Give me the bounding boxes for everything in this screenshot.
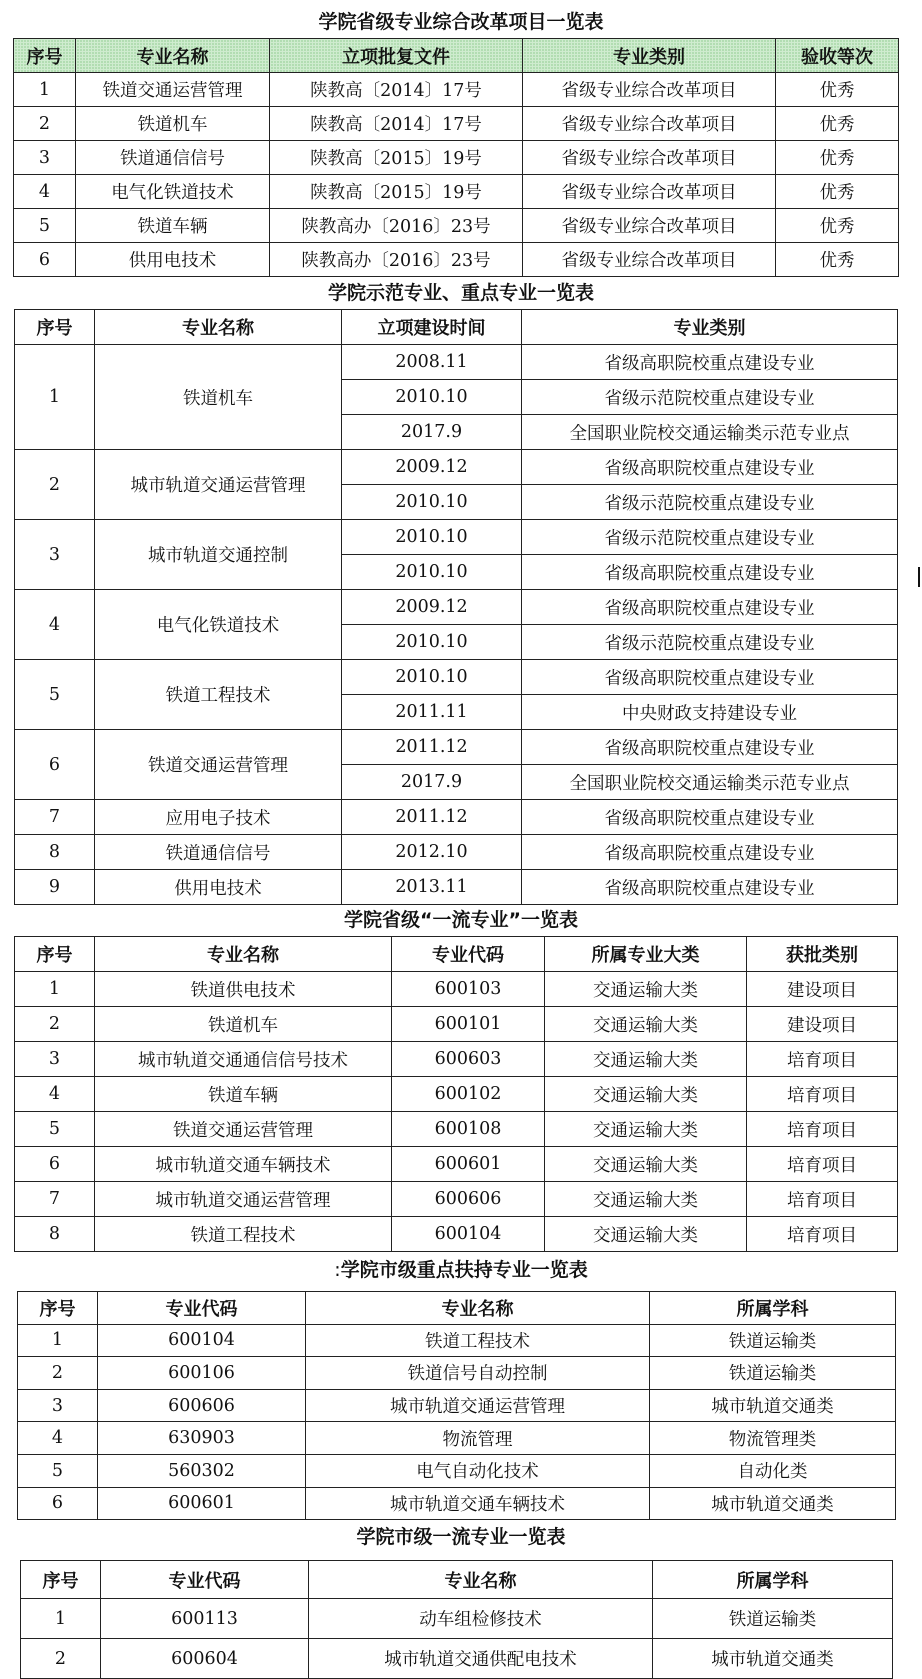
- cell: 省级高职院校重点建设专业: [522, 555, 898, 590]
- header-cell: 立项建设时间: [342, 310, 522, 345]
- table-row: [15, 835, 898, 870]
- cell: 8: [15, 1217, 95, 1252]
- header-cell: 专业类别: [522, 310, 898, 345]
- table-row: [15, 345, 898, 380]
- cell: 4: [14, 175, 76, 209]
- cell: 城市轨道交通运营管理: [95, 1182, 392, 1217]
- cell: 省级示范院校重点建设专业: [522, 520, 898, 555]
- cell: 3: [15, 520, 95, 590]
- cell: 电气化铁道技术: [76, 175, 270, 209]
- cell: 城市轨道交通类: [650, 1487, 896, 1520]
- table3: [14, 936, 898, 1252]
- table-header-row: [18, 1292, 896, 1325]
- cell: 2010.10: [342, 625, 522, 660]
- cell: 动车组检修技术: [309, 1599, 653, 1639]
- cell: 600604: [101, 1639, 309, 1679]
- cell: 9: [15, 870, 95, 905]
- table4-title-wrap: [0, 1258, 922, 1282]
- table-row: [15, 660, 898, 695]
- table2-title: 学院示范专业、重点专业一览表: [327, 282, 594, 304]
- cell: 600603: [392, 1042, 545, 1077]
- cell: 铁道运输类: [650, 1324, 896, 1357]
- cell: 2009.12: [342, 590, 522, 625]
- cell: 城市轨道交通供配电技术: [309, 1639, 653, 1679]
- cell: 城市轨道交通控制: [95, 520, 342, 590]
- cell: 3: [14, 141, 76, 175]
- table-row: [15, 1112, 898, 1147]
- table-row: [15, 520, 898, 555]
- cell: 中央财政支持建设专业: [522, 695, 898, 730]
- cell: 6: [15, 1147, 95, 1182]
- table-row: [15, 1182, 898, 1217]
- cell: 省级专业综合改革项目: [523, 73, 776, 107]
- cell: 铁道工程技术: [95, 1217, 392, 1252]
- header-cell: 验收等次: [776, 39, 899, 73]
- header-cell: 序号: [15, 310, 95, 345]
- header-cell: 所属学科: [650, 1292, 896, 1325]
- cell: 600601: [392, 1147, 545, 1182]
- header-cell: 序号: [21, 1561, 101, 1599]
- cell: 省级高职院校重点建设专业: [522, 800, 898, 835]
- table-row: [15, 450, 898, 485]
- cell: 铁道车辆: [95, 1077, 392, 1112]
- table-row: [18, 1357, 896, 1390]
- table-row: [14, 141, 899, 175]
- table-row: [14, 175, 899, 209]
- header-cell: 序号: [14, 39, 76, 73]
- cell: 4: [15, 1077, 95, 1112]
- header-cell: 所属学科: [653, 1561, 893, 1599]
- cell: 陕教高〔2014〕17号: [270, 73, 523, 107]
- table-row: [15, 972, 898, 1007]
- cell: 1: [14, 73, 76, 107]
- header-cell: 所属专业大类: [545, 937, 747, 972]
- cell: 1: [15, 972, 95, 1007]
- cell: 2011.11: [342, 695, 522, 730]
- cell: 电气自动化技术: [306, 1454, 650, 1487]
- header-cell: 序号: [15, 937, 95, 972]
- table4: [17, 1291, 896, 1520]
- cell: 600101: [392, 1007, 545, 1042]
- cell: 陕教高办〔2016〕23号: [270, 243, 523, 277]
- cell: 省级高职院校重点建设专业: [522, 660, 898, 695]
- header-cell: 专业名称: [309, 1561, 653, 1599]
- cell: 物流管理: [306, 1422, 650, 1455]
- table2: [14, 309, 898, 905]
- cell: 2008.11: [342, 345, 522, 380]
- cell: 2009.12: [342, 450, 522, 485]
- cell: 省级示范院校重点建设专业: [522, 485, 898, 520]
- cell: 600606: [98, 1389, 306, 1422]
- cell: 应用电子技术: [95, 800, 342, 835]
- cell: 1: [18, 1324, 98, 1357]
- cell: 铁道运输类: [650, 1357, 896, 1390]
- cell: 铁道通信信号: [76, 141, 270, 175]
- cell: 2010.10: [342, 380, 522, 415]
- cell: 供用电技术: [95, 870, 342, 905]
- cell: 3: [15, 1042, 95, 1077]
- cell: 城市轨道交通类: [653, 1639, 893, 1679]
- cell: 电气化铁道技术: [95, 590, 342, 660]
- header-cell: 专业名称: [95, 310, 342, 345]
- cell: 培育项目: [747, 1112, 898, 1147]
- table-row: [15, 800, 898, 835]
- cell: 7: [15, 800, 95, 835]
- cell: 建设项目: [747, 1007, 898, 1042]
- cell: 2010.10: [342, 520, 522, 555]
- cell: 优秀: [776, 73, 899, 107]
- cell: 交通运输大类: [545, 1217, 747, 1252]
- cell: 2: [15, 450, 95, 520]
- table-row: [15, 1147, 898, 1182]
- cell: 铁道运输类: [653, 1599, 893, 1639]
- cell: 4: [15, 590, 95, 660]
- cell: 自动化类: [650, 1454, 896, 1487]
- table-row: [15, 1042, 898, 1077]
- header-cell: 专业代码: [98, 1292, 306, 1325]
- cell: 优秀: [776, 141, 899, 175]
- cell: 600104: [98, 1324, 306, 1357]
- cell: 交通运输大类: [545, 1112, 747, 1147]
- cell: 省级专业综合改革项目: [523, 175, 776, 209]
- cell: 培育项目: [747, 1147, 898, 1182]
- cell: 2010.10: [342, 660, 522, 695]
- table-row: [15, 590, 898, 625]
- cell: 铁道车辆: [76, 209, 270, 243]
- cell: 省级专业综合改革项目: [523, 107, 776, 141]
- table-row: [18, 1389, 896, 1422]
- cell: 铁道交通运营管理: [95, 730, 342, 800]
- cell: 6: [15, 730, 95, 800]
- cell: 交通运输大类: [545, 1007, 747, 1042]
- cell: 全国职业院校交通运输类示范专业点: [522, 415, 898, 450]
- table-header-row: [21, 1561, 893, 1599]
- cell: 2010.10: [342, 485, 522, 520]
- table-row: [15, 1007, 898, 1042]
- table-row: [15, 1077, 898, 1112]
- cell: 陕教高〔2015〕19号: [270, 175, 523, 209]
- cell: 优秀: [776, 107, 899, 141]
- cell: 铁道工程技术: [95, 660, 342, 730]
- cell: 铁道供电技术: [95, 972, 392, 1007]
- table-row: [14, 209, 899, 243]
- cell: 省级高职院校重点建设专业: [522, 450, 898, 485]
- cell: 铁道机车: [95, 1007, 392, 1042]
- cell: 630903: [98, 1422, 306, 1455]
- header-cell: 专业名称: [76, 39, 270, 73]
- cell: 铁道机车: [76, 107, 270, 141]
- cell: 城市轨道交通类: [650, 1389, 896, 1422]
- cell: 全国职业院校交通运输类示范专业点: [522, 765, 898, 800]
- cell: 2: [21, 1639, 101, 1679]
- header-cell: 专业名称: [306, 1292, 650, 1325]
- cell: 600104: [392, 1217, 545, 1252]
- cell: 交通运输大类: [545, 972, 747, 1007]
- cell: 6: [18, 1487, 98, 1520]
- header-cell: 立项批复文件: [270, 39, 523, 73]
- cell: 陕教高办〔2016〕23号: [270, 209, 523, 243]
- table3-title: 学院省级“一流专业”一览表: [344, 909, 578, 931]
- header-cell: 专业代码: [101, 1561, 309, 1599]
- cell: 省级高职院校重点建设专业: [522, 835, 898, 870]
- table-row: [14, 243, 899, 277]
- table-header-row: [15, 310, 898, 345]
- cell: 交通运输大类: [545, 1042, 747, 1077]
- table-header-row: [14, 39, 899, 73]
- cell: 2013.11: [342, 870, 522, 905]
- table-row: [18, 1324, 896, 1357]
- table-row: [18, 1422, 896, 1455]
- table-row: [21, 1599, 893, 1639]
- cell: 2010.10: [342, 555, 522, 590]
- cell: 交通运输大类: [545, 1182, 747, 1217]
- cell: 培育项目: [747, 1042, 898, 1077]
- cell: 城市轨道交通运营管理: [306, 1389, 650, 1422]
- cell: 省级高职院校重点建设专业: [522, 345, 898, 380]
- cell: 培育项目: [747, 1077, 898, 1112]
- cell: 3: [18, 1389, 98, 1422]
- cell: 培育项目: [747, 1217, 898, 1252]
- cell: 5: [15, 1112, 95, 1147]
- cell: 4: [18, 1422, 98, 1455]
- cell: 2: [18, 1357, 98, 1390]
- cell: 省级高职院校重点建设专业: [522, 870, 898, 905]
- table5: [20, 1560, 893, 1679]
- cell: 6: [14, 243, 76, 277]
- cell: 7: [15, 1182, 95, 1217]
- cell: 5: [18, 1454, 98, 1487]
- header-cell: 获批类别: [747, 937, 898, 972]
- header-cell: 专业代码: [392, 937, 545, 972]
- cell: 城市轨道交通车辆技术: [306, 1487, 650, 1520]
- cell: 省级专业综合改革项目: [523, 209, 776, 243]
- cell: 陕教高〔2015〕19号: [270, 141, 523, 175]
- cell: 省级示范院校重点建设专业: [522, 380, 898, 415]
- cell: 8: [15, 835, 95, 870]
- table-row: [14, 73, 899, 107]
- table-row: [18, 1487, 896, 1520]
- cell: 铁道机车: [95, 345, 342, 450]
- cell: 5: [15, 660, 95, 730]
- cell: 优秀: [776, 175, 899, 209]
- cell: 供用电技术: [76, 243, 270, 277]
- cell: 铁道信号自动控制: [306, 1357, 650, 1390]
- title-prefix: :: [334, 1259, 341, 1281]
- cell: 600108: [392, 1112, 545, 1147]
- cell: 600102: [392, 1077, 545, 1112]
- cell: 城市轨道交通运营管理: [95, 450, 342, 520]
- cell: 2: [14, 107, 76, 141]
- cell: 2011.12: [342, 800, 522, 835]
- table-header-row: [15, 937, 898, 972]
- table1: [13, 38, 899, 277]
- table-row: [18, 1454, 896, 1487]
- cell: 1: [15, 345, 95, 450]
- cell: 2: [15, 1007, 95, 1042]
- cell: 600106: [98, 1357, 306, 1390]
- cell: 铁道交通运营管理: [76, 73, 270, 107]
- cell: 建设项目: [747, 972, 898, 1007]
- cell: 省级高职院校重点建设专业: [522, 590, 898, 625]
- header-cell: 序号: [18, 1292, 98, 1325]
- cell: 交通运输大类: [545, 1077, 747, 1112]
- cell: 城市轨道交通通信信号技术: [95, 1042, 392, 1077]
- cell: 省级专业综合改革项目: [523, 141, 776, 175]
- table-row: [15, 1217, 898, 1252]
- table5-title: 学院市级一流专业一览表: [356, 1526, 566, 1548]
- table-row: [15, 730, 898, 765]
- header-cell: 专业名称: [95, 937, 392, 972]
- cell: 2012.10: [342, 835, 522, 870]
- table-row: [21, 1639, 893, 1679]
- cell: 铁道交通运营管理: [95, 1112, 392, 1147]
- cell: 陕教高〔2014〕17号: [270, 107, 523, 141]
- cell: 560302: [98, 1454, 306, 1487]
- cell: 2017.9: [342, 765, 522, 800]
- cell: 1: [21, 1599, 101, 1639]
- cell: 600601: [98, 1487, 306, 1520]
- header-cell: 专业类别: [523, 39, 776, 73]
- cell: 5: [14, 209, 76, 243]
- cell: 省级专业综合改革项目: [523, 243, 776, 277]
- cell: 城市轨道交通车辆技术: [95, 1147, 392, 1182]
- cell: 600113: [101, 1599, 309, 1639]
- cell: 600606: [392, 1182, 545, 1217]
- cell: 优秀: [776, 243, 899, 277]
- cell: 省级示范院校重点建设专业: [522, 625, 898, 660]
- cell: 优秀: [776, 209, 899, 243]
- table4-title: 学院市级重点扶持专业一览表: [340, 1259, 588, 1281]
- cell: 铁道通信信号: [95, 835, 342, 870]
- cell: 物流管理类: [650, 1422, 896, 1455]
- cell: 铁道工程技术: [306, 1324, 650, 1357]
- margin-mark: [918, 567, 920, 587]
- cell: 2017.9: [342, 415, 522, 450]
- cell: 培育项目: [747, 1182, 898, 1217]
- table1-title: 学院省级专业综合改革项目一览表: [318, 11, 604, 33]
- cell: 600103: [392, 972, 545, 1007]
- table-row: [15, 870, 898, 905]
- table-row: [14, 107, 899, 141]
- cell: 省级高职院校重点建设专业: [522, 730, 898, 765]
- cell: 2011.12: [342, 730, 522, 765]
- cell: 交通运输大类: [545, 1147, 747, 1182]
